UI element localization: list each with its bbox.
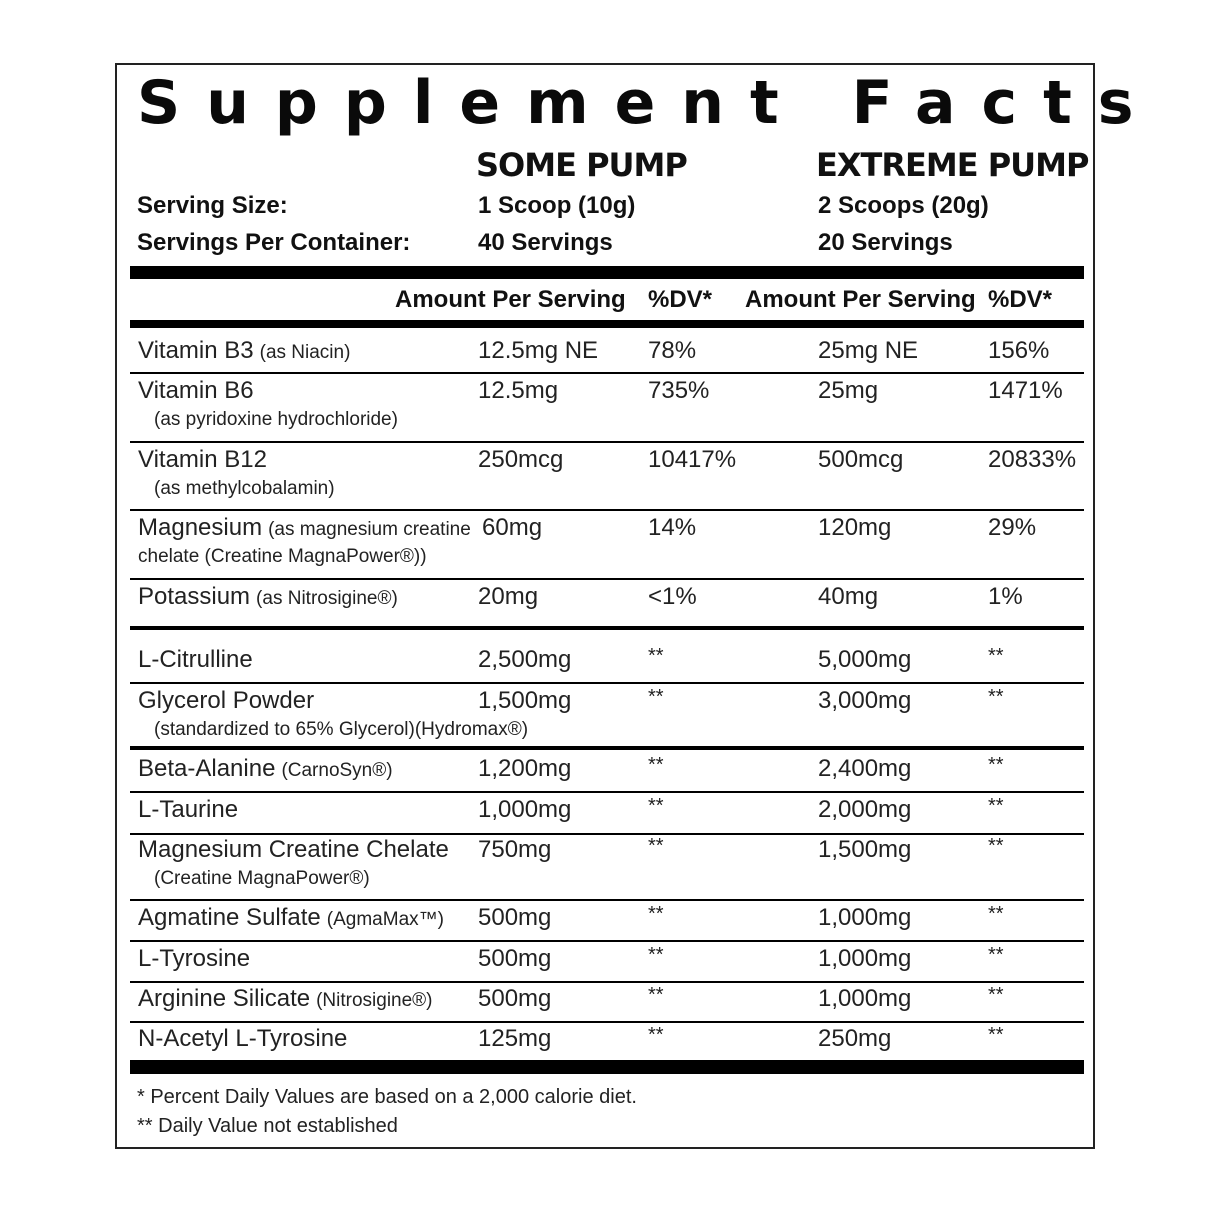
- product-a-dv: **: [648, 754, 664, 776]
- product-a-dv: 735%: [648, 377, 710, 404]
- product-a-dv: **: [648, 795, 664, 817]
- product-b-amount: 2,400mg: [818, 755, 912, 782]
- nutrient-name: [138, 984, 433, 1016]
- dv-footnote: * Percent Daily Values are based on a 2,000 calorie diet.: [137, 1086, 637, 1108]
- product-b-dv: **: [988, 686, 1004, 708]
- table-row: [130, 645, 1084, 682]
- product-b-amount: 250mg: [818, 1025, 892, 1052]
- product-a-amount: 500mg: [478, 904, 552, 931]
- table-row: [130, 1024, 1084, 1060]
- product-a-amount: 250mcg: [478, 446, 564, 473]
- product-a-amount: 500mg: [478, 945, 552, 972]
- nutrient-source-subline: (Creatine MagnaPower®): [154, 868, 370, 889]
- nutrient-name-text: N-Acetyl L-Tyrosine: [138, 1025, 348, 1052]
- thick-divider: [130, 266, 1084, 279]
- product-b-amount: 40mg: [818, 583, 879, 610]
- product-a-amount: 12.5mg: [478, 377, 559, 404]
- nutrient-name-text: Vitamin B6: [138, 377, 254, 404]
- product-b-amount: 3,000mg: [818, 687, 912, 714]
- product-a-dv: **: [648, 903, 664, 925]
- product-b-amount: 1,000mg: [818, 985, 912, 1012]
- table-row: [130, 445, 1084, 509]
- product-b-dv: 1471%: [988, 377, 1063, 404]
- product-a-amount: 1,500mg: [478, 687, 572, 714]
- nutrient-name-text: L-Citrulline: [138, 646, 253, 673]
- product-a-servings-count: 40 Servings: [478, 229, 613, 256]
- nutrient-name: [138, 903, 444, 935]
- nutrient-name: [138, 944, 250, 974]
- panel-title: Supplement Facts: [137, 68, 1160, 138]
- nutrient-name: [138, 795, 238, 825]
- table-row: [130, 795, 1084, 833]
- row-divider: [130, 1021, 1084, 1023]
- bottom-thick-divider: [130, 1060, 1084, 1074]
- product-b-amount: 500mcg: [818, 446, 904, 473]
- table-row: [130, 336, 1084, 372]
- table-row: [130, 513, 1084, 578]
- product-a-amount: 500mg: [478, 985, 552, 1012]
- row-divider: [130, 981, 1084, 983]
- product-b-amount-header: Amount Per Serving: [745, 286, 976, 313]
- table-row: [130, 376, 1084, 441]
- medium-divider: [130, 320, 1084, 328]
- product-b-dv: **: [988, 984, 1004, 1006]
- nutrient-name: [138, 645, 253, 675]
- nutrient-name-text: Vitamin B12: [138, 446, 267, 473]
- product-a-amount: 125mg: [478, 1025, 552, 1052]
- section-divider: [130, 746, 1084, 750]
- product-b-serving-size: 2 Scoops (20g): [818, 192, 989, 219]
- product-b-dv: **: [988, 944, 1004, 966]
- table-row: [130, 835, 1084, 899]
- nutrient-name: [138, 686, 314, 716]
- product-a-amount-header: Amount Per Serving: [395, 286, 626, 313]
- nutrient-source-subline: (standardized to 65% Glycerol)(Hydromax®): [154, 719, 529, 740]
- product-b-amount: 5,000mg: [818, 646, 912, 673]
- product-a-amount: 750mg: [478, 836, 552, 863]
- nutrient-name: [138, 1024, 347, 1054]
- row-divider: [130, 372, 1084, 374]
- nutrient-name-text: Potassium: [138, 583, 251, 610]
- row-divider: [130, 441, 1084, 443]
- nutrient-name-text: Agmatine Sulfate: [138, 904, 321, 931]
- product-a-dv-header: %DV*: [648, 286, 713, 313]
- not-established-footnote: ** Daily Value not established: [137, 1115, 398, 1137]
- nutrient-source-note: (as Niacin): [259, 342, 351, 363]
- product-b-amount: 1,000mg: [818, 904, 912, 931]
- nutrient-name-text: Magnesium Creatine Chelate: [138, 836, 449, 863]
- product-a-amount: 1,200mg: [478, 755, 572, 782]
- product-b-heading: EXTREME PUMP: [816, 146, 1089, 184]
- nutrient-source-note: (as Nitrosigine®): [256, 588, 398, 609]
- nutrient-source-note: (CarnoSyn®): [281, 760, 393, 781]
- product-a-dv: **: [648, 645, 664, 667]
- nutrient-source-note: (Nitrosigine®): [316, 990, 433, 1011]
- product-b-amount: 120mg: [818, 514, 892, 541]
- table-row: [130, 582, 1084, 626]
- product-b-dv: 156%: [988, 337, 1050, 364]
- serving-size-label: Serving Size:: [137, 192, 288, 219]
- product-b-dv-header: %DV*: [988, 286, 1053, 313]
- product-a-amount: 12.5mg NE: [478, 337, 599, 364]
- product-b-amount: 1,000mg: [818, 945, 912, 972]
- nutrient-name-text: Magnesium: [138, 514, 263, 541]
- servings-per-container-label: Servings Per Container:: [137, 229, 411, 256]
- row-divider: [130, 578, 1084, 580]
- product-b-dv: **: [988, 754, 1004, 776]
- product-a-amount: 20mg: [478, 583, 539, 610]
- product-b-amount: 25mg NE: [818, 337, 919, 364]
- product-b-amount: 1,500mg: [818, 836, 912, 863]
- table-row: [130, 754, 1084, 791]
- product-b-dv: **: [988, 645, 1004, 667]
- product-a-heading: SOME PUMP: [476, 146, 687, 184]
- table-row: [130, 903, 1084, 940]
- nutrient-name-text: Vitamin B3: [138, 337, 254, 364]
- product-a-amount: 1,000mg: [478, 796, 572, 823]
- product-b-amount: 2,000mg: [818, 796, 912, 823]
- nutrient-name: [138, 513, 471, 545]
- product-a-dv: <1%: [648, 583, 697, 610]
- product-a-dv: 10417%: [648, 446, 737, 473]
- nutrient-source-subline: chelate (Creatine MagnaPower®)): [138, 546, 427, 567]
- nutrient-name: [138, 445, 267, 475]
- product-b-dv: 29%: [988, 514, 1037, 541]
- product-b-dv: **: [988, 903, 1004, 925]
- table-row: [130, 944, 1084, 981]
- product-a-dv: 14%: [648, 514, 697, 541]
- product-a-dv: **: [648, 835, 664, 857]
- product-b-servings-count: 20 Servings: [818, 229, 953, 256]
- product-a-dv: **: [648, 944, 664, 966]
- nutrient-name-text: Arginine Silicate: [138, 985, 311, 1012]
- product-b-dv: **: [988, 1024, 1004, 1046]
- table-row: [130, 984, 1084, 1021]
- row-divider: [130, 791, 1084, 793]
- nutrient-name-text: L-Taurine: [138, 796, 239, 823]
- nutrient-name-text: Beta-Alanine: [138, 755, 276, 782]
- nutrient-source-subline: (as pyridoxine hydrochloride): [154, 409, 398, 430]
- row-divider: [130, 509, 1084, 511]
- product-b-dv: **: [988, 835, 1004, 857]
- product-b-dv: 1%: [988, 583, 1023, 610]
- product-b-amount: 25mg: [818, 377, 879, 404]
- nutrient-source-note: (AgmaMax™): [326, 909, 444, 930]
- product-a-amount: 2,500mg: [478, 646, 572, 673]
- nutrient-source-note: (as magnesium creatine: [268, 519, 471, 540]
- product-a-serving-size: 1 Scoop (10g): [478, 192, 636, 219]
- product-a-dv: **: [648, 984, 664, 1006]
- product-a-dv: **: [648, 686, 664, 708]
- nutrient-name: [138, 835, 449, 865]
- product-b-dv: 20833%: [988, 446, 1077, 473]
- nutrient-name: [138, 754, 393, 786]
- row-divider: [130, 940, 1084, 942]
- nutrient-source-subline: (as methylcobalamin): [154, 478, 335, 499]
- table-row: [130, 686, 1084, 746]
- nutrient-name-text: Glycerol Powder: [138, 687, 315, 714]
- product-b-dv: **: [988, 795, 1004, 817]
- product-a-dv: 78%: [648, 337, 697, 364]
- nutrient-name: [138, 336, 350, 368]
- section-divider: [130, 626, 1084, 630]
- product-a-amount: 60mg: [482, 514, 543, 541]
- nutrient-name: [138, 582, 398, 614]
- nutrient-name: [138, 376, 254, 406]
- product-a-dv: **: [648, 1024, 664, 1046]
- nutrient-name-text: L-Tyrosine: [138, 945, 251, 972]
- row-divider: [130, 682, 1084, 684]
- row-divider: [130, 899, 1084, 901]
